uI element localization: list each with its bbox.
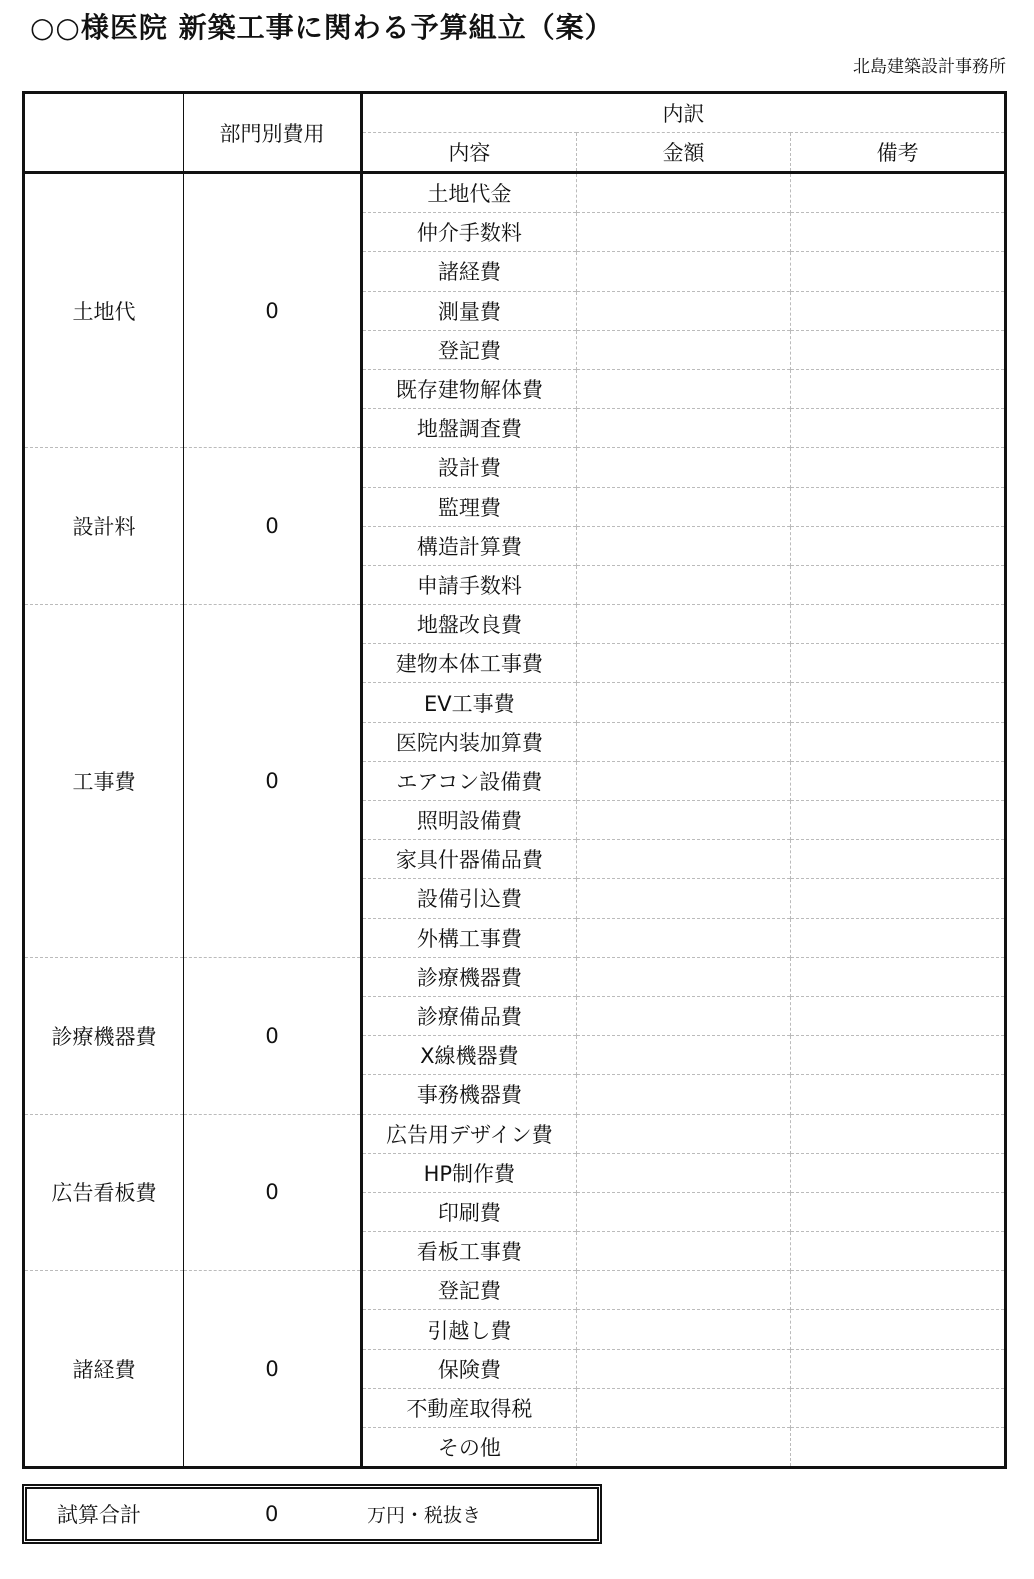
dept-cost-cell: 0 (184, 173, 362, 448)
note-cell[interactable] (791, 487, 1006, 526)
note-cell[interactable] (791, 291, 1006, 330)
amount-cell[interactable] (576, 644, 791, 683)
note-cell[interactable] (791, 683, 1006, 722)
amount-cell[interactable] (576, 1114, 791, 1153)
amount-cell[interactable] (576, 1271, 791, 1310)
item-cell: 地盤調査費 (362, 409, 577, 448)
item-cell: 地盤改良費 (362, 605, 577, 644)
item-cell: 引越し費 (362, 1310, 577, 1349)
note-cell[interactable] (791, 409, 1006, 448)
amount-cell[interactable] (576, 761, 791, 800)
table-row (24, 957, 1006, 996)
item-cell: EV工事費 (362, 683, 577, 722)
amount-cell[interactable] (576, 605, 791, 644)
item-cell: エアコン設備費 (362, 761, 577, 800)
item-cell: 広告用デザイン費 (362, 1114, 577, 1153)
item-cell: 諸経費 (362, 252, 577, 291)
note-cell[interactable] (791, 1428, 1006, 1468)
table-row (24, 1271, 1006, 1310)
amount-cell[interactable] (576, 369, 791, 408)
office-name: 北島建築設計事務所 (853, 57, 1006, 77)
dept-cost-cell: 0 (184, 448, 362, 605)
amount-cell[interactable] (576, 565, 791, 604)
note-cell[interactable] (791, 879, 1006, 918)
note-cell[interactable] (791, 369, 1006, 408)
amount-cell[interactable] (576, 957, 791, 996)
amount-cell[interactable] (576, 409, 791, 448)
amount-cell[interactable] (576, 918, 791, 957)
amount-cell[interactable] (576, 330, 791, 369)
dept-cost-cell: 0 (184, 1114, 362, 1271)
note-cell[interactable] (791, 213, 1006, 252)
table-row (24, 605, 1006, 644)
estimate-total-box (22, 1484, 602, 1544)
total-label: 試算合計 (57, 1503, 141, 1527)
amount-cell[interactable] (576, 1075, 791, 1114)
note-cell[interactable] (791, 761, 1006, 800)
note-cell[interactable] (791, 1114, 1006, 1153)
item-cell: 構造計算費 (362, 526, 577, 565)
amount-cell[interactable] (576, 840, 791, 879)
note-cell[interactable] (791, 1310, 1006, 1349)
note-cell[interactable] (791, 1075, 1006, 1114)
budget-table (22, 91, 1007, 1469)
note-cell[interactable] (791, 1192, 1006, 1231)
item-cell: 不動産取得税 (362, 1388, 577, 1427)
note-cell[interactable] (791, 840, 1006, 879)
table-row (24, 173, 1006, 213)
category-cell: 広告看板費 (24, 1114, 184, 1271)
item-cell: 土地代金 (362, 173, 577, 213)
note-cell[interactable] (791, 448, 1006, 487)
item-cell: 設備引込費 (362, 879, 577, 918)
item-cell: 医院内装加算費 (362, 722, 577, 761)
header-note: 備考 (791, 133, 1006, 173)
amount-cell[interactable] (576, 252, 791, 291)
amount-cell[interactable] (576, 1153, 791, 1192)
amount-cell[interactable] (576, 1310, 791, 1349)
item-cell: 保険費 (362, 1349, 577, 1388)
amount-cell[interactable] (576, 879, 791, 918)
amount-cell[interactable] (576, 1388, 791, 1427)
dept-cost-cell: 0 (184, 1271, 362, 1468)
table-row (24, 1114, 1006, 1153)
amount-cell[interactable] (576, 1349, 791, 1388)
table-row (24, 448, 1006, 487)
note-cell[interactable] (791, 996, 1006, 1035)
item-cell: 外構工事費 (362, 918, 577, 957)
header-breakdown: 内訳 (362, 93, 1006, 133)
item-cell: 監理費 (362, 487, 577, 526)
note-cell[interactable] (791, 918, 1006, 957)
header-dept-cost: 部門別費用 (184, 93, 362, 173)
total-value: 0 (265, 1502, 279, 1526)
header-amount: 金額 (576, 133, 791, 173)
amount-cell[interactable] (576, 291, 791, 330)
category-cell: 土地代 (24, 173, 184, 448)
header-item: 内容 (362, 133, 577, 173)
item-cell: 診療機器費 (362, 957, 577, 996)
item-cell: 建物本体工事費 (362, 644, 577, 683)
amount-cell[interactable] (576, 213, 791, 252)
amount-cell[interactable] (576, 1036, 791, 1075)
total-unit: 万円・税抜き (367, 1504, 482, 1527)
item-cell: 診療備品費 (362, 996, 577, 1035)
amount-cell[interactable] (576, 996, 791, 1035)
note-cell[interactable] (791, 644, 1006, 683)
note-cell[interactable] (791, 330, 1006, 369)
note-cell[interactable] (791, 1271, 1006, 1310)
amount-cell[interactable] (576, 487, 791, 526)
item-cell: 印刷費 (362, 1192, 577, 1231)
item-cell: X線機器費 (362, 1036, 577, 1075)
item-cell: 仲介手数料 (362, 213, 577, 252)
note-cell[interactable] (791, 1153, 1006, 1192)
note-cell[interactable] (791, 801, 1006, 840)
category-cell: 診療機器費 (24, 957, 184, 1114)
amount-cell[interactable] (576, 722, 791, 761)
amount-cell[interactable] (576, 801, 791, 840)
item-cell: 既存建物解体費 (362, 369, 577, 408)
item-cell: 照明設備費 (362, 801, 577, 840)
amount-cell[interactable] (576, 683, 791, 722)
item-cell: 看板工事費 (362, 1232, 577, 1271)
dept-cost-cell: 0 (184, 605, 362, 958)
document-title: ○○様医院 新築工事に関わる予算組立（案） (30, 11, 614, 44)
note-cell[interactable] (791, 605, 1006, 644)
amount-cell[interactable] (576, 1428, 791, 1468)
note-cell[interactable] (791, 252, 1006, 291)
item-cell: HP制作費 (362, 1153, 577, 1192)
category-cell: 工事費 (24, 605, 184, 958)
note-cell[interactable] (791, 565, 1006, 604)
note-cell[interactable] (791, 1349, 1006, 1388)
header-category-cell (24, 93, 184, 173)
note-cell[interactable] (791, 722, 1006, 761)
dept-cost-cell: 0 (184, 957, 362, 1114)
note-cell[interactable] (791, 957, 1006, 996)
item-cell: 設計費 (362, 448, 577, 487)
note-cell[interactable] (791, 526, 1006, 565)
item-cell: 事務機器費 (362, 1075, 577, 1114)
category-cell: 諸経費 (24, 1271, 184, 1468)
item-cell: 申請手数料 (362, 565, 577, 604)
amount-cell[interactable] (576, 1192, 791, 1231)
amount-cell[interactable] (576, 173, 791, 213)
note-cell[interactable] (791, 1036, 1006, 1075)
amount-cell[interactable] (576, 1232, 791, 1271)
note-cell[interactable] (791, 1388, 1006, 1427)
item-cell: その他 (362, 1428, 577, 1468)
amount-cell[interactable] (576, 448, 791, 487)
item-cell: 測量費 (362, 291, 577, 330)
item-cell: 家具什器備品費 (362, 840, 577, 879)
item-cell: 登記費 (362, 1271, 577, 1310)
category-cell: 設計料 (24, 448, 184, 605)
note-cell[interactable] (791, 173, 1006, 213)
amount-cell[interactable] (576, 526, 791, 565)
item-cell: 登記費 (362, 330, 577, 369)
note-cell[interactable] (791, 1232, 1006, 1271)
